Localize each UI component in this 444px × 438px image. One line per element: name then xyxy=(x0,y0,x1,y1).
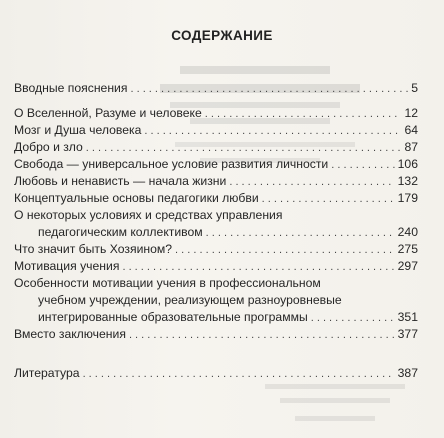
toc-entry[interactable] xyxy=(14,365,418,382)
toc-entry-title: педагогическим коллективом xyxy=(38,225,203,239)
toc-entry[interactable] xyxy=(14,241,418,258)
toc-entry[interactable] xyxy=(14,224,418,241)
toc-entry-page: 351 xyxy=(397,310,418,324)
toc-entry[interactable] xyxy=(14,122,418,139)
dot-leader xyxy=(262,192,395,207)
toc-entry[interactable] xyxy=(14,139,418,156)
toc-entry-title-line[interactable]: О некоторых условиях и средствах управления xyxy=(14,208,283,222)
toc-entry-page: 64 xyxy=(404,123,418,137)
dot-leader xyxy=(205,107,402,122)
dot-leader xyxy=(175,243,395,258)
toc-entry-title: Мозг и Душа человека xyxy=(14,123,142,137)
toc-entry-title: интегрированные образовательные программы xyxy=(38,310,308,324)
dot-leader xyxy=(83,367,395,382)
toc-entry-title: Концептуальные основы педагогики любви xyxy=(14,191,259,205)
dot-leader xyxy=(86,141,402,156)
toc-entry-page: 297 xyxy=(397,259,418,273)
toc-entry-title: Свобода — универсальное условие развития личности xyxy=(14,157,329,171)
dot-leader xyxy=(311,311,395,326)
toc-entry-title: Что значит быть Хозяином? xyxy=(14,242,173,256)
table-of-contents xyxy=(14,80,418,382)
dot-leader xyxy=(206,226,395,241)
toc-entry[interactable] xyxy=(14,309,418,326)
toc-entry-title: Добро и зло xyxy=(14,140,83,154)
bleed-through-imprint xyxy=(260,378,410,428)
toc-entry[interactable] xyxy=(14,326,418,343)
toc-entry[interactable] xyxy=(14,173,418,190)
toc-entry-page: 132 xyxy=(397,174,418,188)
toc-entry-page: 87 xyxy=(404,140,418,154)
toc-entry[interactable] xyxy=(14,156,418,173)
toc-entry-title-line[interactable]: Особенности мотивации учения в профессиональном xyxy=(14,276,321,290)
dot-leader xyxy=(144,124,401,139)
toc-heading: СОДЕРЖАНИЕ xyxy=(171,28,273,43)
toc-entry-page: 106 xyxy=(397,157,418,171)
dot-leader xyxy=(122,260,394,275)
dot-leader xyxy=(130,82,408,97)
dot-leader xyxy=(331,158,394,173)
toc-entry-page: 387 xyxy=(397,366,418,380)
toc-entry[interactable] xyxy=(14,258,418,275)
toc-entry-title: О Вселенной, Разуме и человеке xyxy=(14,106,202,120)
dot-leader xyxy=(229,175,394,190)
toc-entry-page: 179 xyxy=(397,191,418,205)
toc-entry-title: Вводные пояснения xyxy=(14,81,128,95)
toc-entry-page: 275 xyxy=(397,242,418,256)
toc-entry[interactable] xyxy=(14,80,418,97)
toc-entry-page: 240 xyxy=(397,225,418,239)
toc-entry[interactable] xyxy=(14,190,418,207)
toc-entry-page: 377 xyxy=(397,327,418,341)
toc-entry-title: Мотивация учения xyxy=(14,259,120,273)
toc-entry-title: Вместо заключения xyxy=(14,327,126,341)
toc-entry-title: Литература xyxy=(14,366,80,380)
dot-leader xyxy=(129,328,395,343)
toc-entry[interactable] xyxy=(14,105,418,122)
toc-entry-title: Любовь и ненависть — начала жизни xyxy=(14,174,227,188)
toc-entry-page: 5 xyxy=(411,81,418,95)
toc-entry-page: 12 xyxy=(404,106,418,120)
toc-entry-title-line[interactable]: учебном учреждении, реализующем разноуровневые xyxy=(38,293,342,307)
